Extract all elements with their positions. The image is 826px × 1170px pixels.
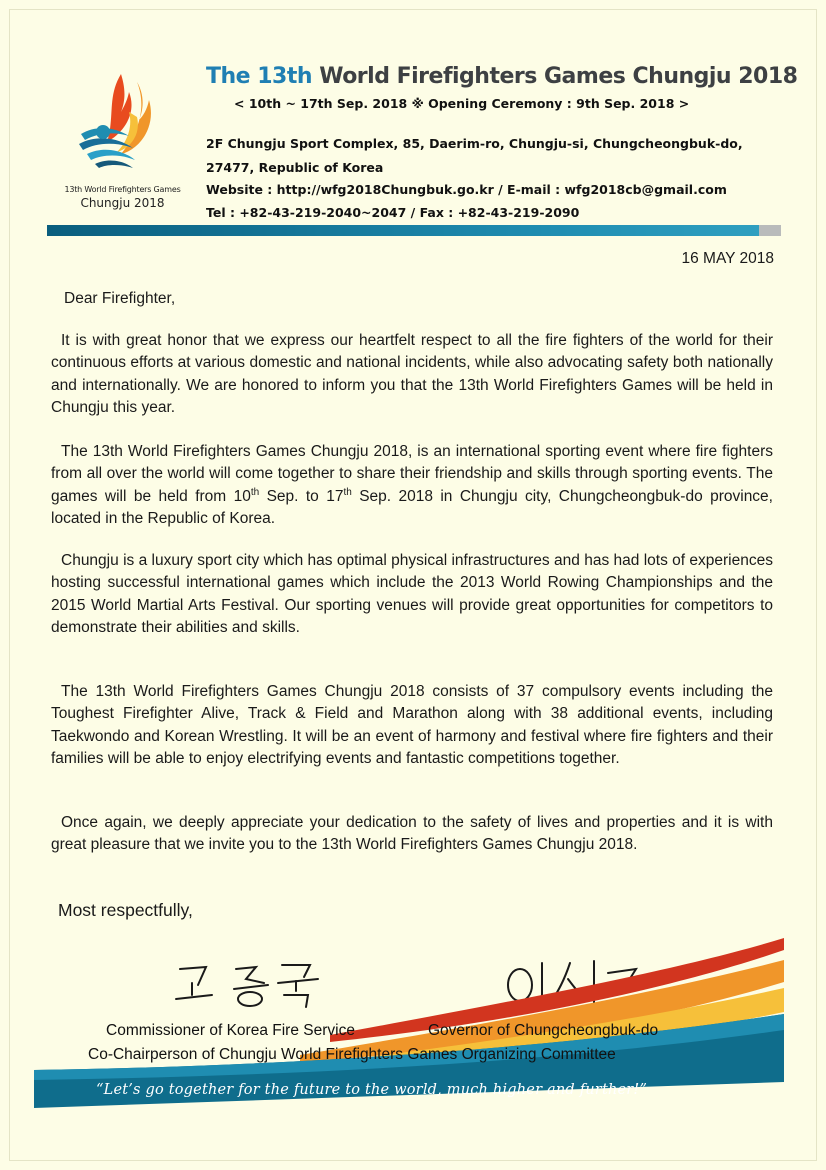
header-divider-bar xyxy=(47,225,759,236)
closing: Most respectfully, xyxy=(58,900,193,920)
address-line1: 2F Chungju Sport Complex, 85, Daerim-ro, Chungju-si, Chungcheongbuk-do, xyxy=(206,136,743,151)
tel-fax-line: Tel : +82-43-219-2040~2047 / Fax : +82-43-219-2090 xyxy=(206,205,580,220)
salutation: Dear Firefighter, xyxy=(64,290,176,307)
event-dates: < 10th ~ 17th Sep. 2018 ※ Opening Ceremony : 9th Sep. 2018 > xyxy=(234,96,690,111)
commissioner-title: Commissioner of Korea Fire Service xyxy=(106,1022,355,1039)
footer-motto: “Let’s go together for the future to the world, much higher and further!” xyxy=(96,1082,648,1098)
paragraph-5: Once again, we deeply appreciate your dedication to the safety of lives and properties and it is with great pleasure that we invite you to the 13th World Firefighters Games Chungju 2018. xyxy=(51,814,773,854)
paragraph-3: Chungju is a luxury sport city which has optimal physical infrastructures and has had lots of experiences hosting successful international games which include the 2013 World Rowing Championships and the 2015 World Martial Arts Festival. Our sporting venues will provide great opportunities for competitors to demonstrate their abilities and skills. xyxy=(51,552,773,636)
governor-title: Governor of Chungcheongbuk-do xyxy=(428,1022,659,1039)
paragraph-2: The 13th World Firefighters Games Chungju 2018, is an international sporting event where fire fighters from all over the world will come together to share their friendship and skills through sporting events. The games will be held from 10th Sep. to 17th Sep. 2018 in Chungju city, Chungcheongbuk-do province, located in the Republic of Korea. xyxy=(51,443,773,527)
flame-firefighter-logo-icon xyxy=(77,72,167,184)
letterhead-title xyxy=(206,64,797,89)
address-line2: 27477, Republic of Korea xyxy=(206,160,384,175)
website-email-line: Website : http://wfg2018Chungbuk.go.kr / E-mail : wfg2018cb@gmail.com xyxy=(206,182,727,197)
letterhead-title-rest: World Firefighters Games Chungju 2018 xyxy=(312,64,798,89)
games-logo xyxy=(55,72,190,217)
logo-caption-line2: Chungju 2018 xyxy=(80,196,165,210)
letter-date: 16 MAY 2018 xyxy=(681,250,774,267)
co-chairperson-title: Co-Chairperson of Chungju World Firefighters Games Organizing Committee xyxy=(88,1046,616,1063)
paragraph-1: It is with great honor that we express our heartfelt respect to all the fire fighters of the world for their continuous efforts at various domestic and national incidents, while also advocating safety both nationally and internationally. We are honored to inform you that the 13th World Firefighters Games will be held in Chungju this year. xyxy=(51,332,773,416)
logo-caption-line1: 13th World Firefighters Games xyxy=(64,185,181,194)
header-divider-end xyxy=(759,225,781,236)
paragraph-4: The 13th World Firefighters Games Chungju 2018 consists of 37 compulsory events including the Toughest Firefighter Alive, Track & Field and Marathon along with 38 additional events, including Taekwondo and Korean Wrestling. It will be an event of harmony and festival where fire fighters and their families will be able to enjoy electrifying events and fantastic competitions together. xyxy=(51,683,773,767)
letterhead-title-accent: The 13th xyxy=(206,64,313,89)
